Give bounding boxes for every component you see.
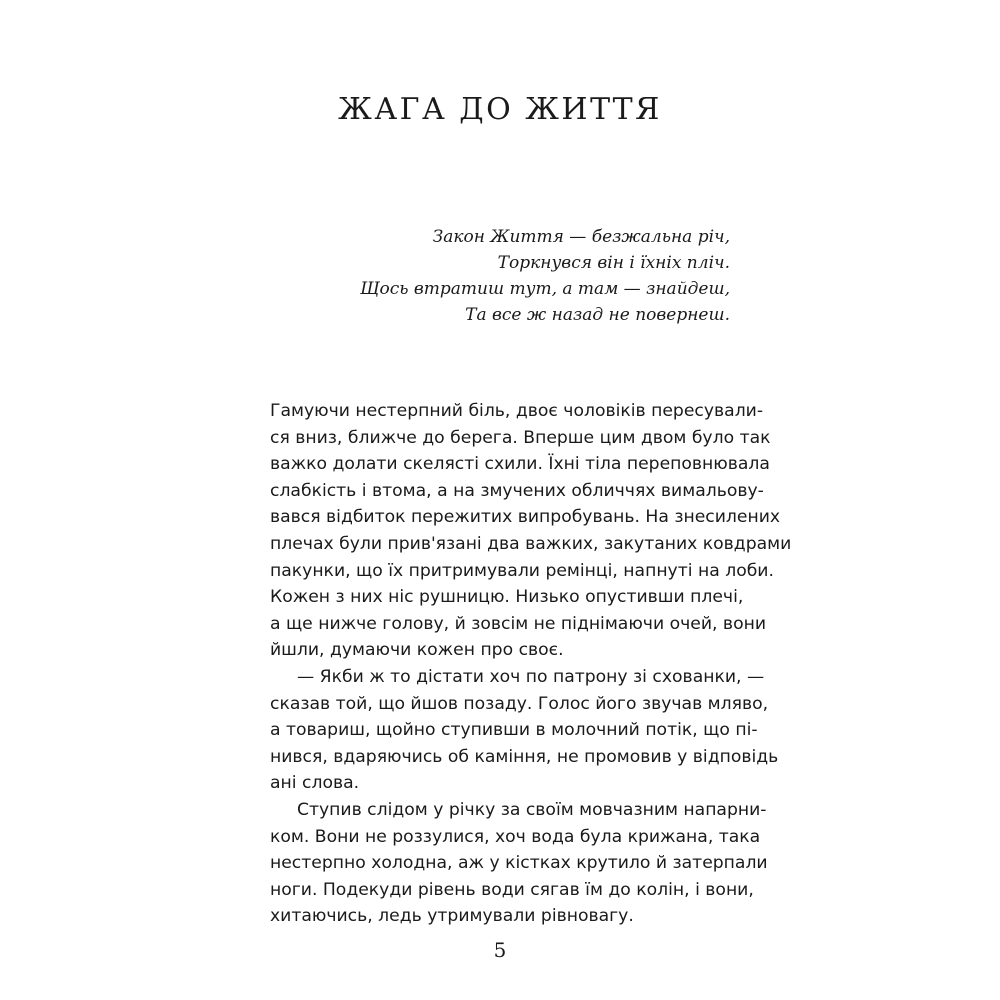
- text-line: нився, вдаряючись об каміння, не промовив у відповідь: [270, 746, 779, 767]
- text-line: Ступив слідом у річку за своїм мовчазним напарни-: [297, 799, 767, 820]
- epigraph: [270, 224, 730, 328]
- text-line: — Якби ж то дістати хоч по патрону зі схованки, —: [297, 666, 765, 687]
- text-line: ані слова.: [270, 773, 360, 794]
- text-line: Гамуючи нестерпний біль, двоє чоловіків пересували-: [270, 401, 764, 421]
- text-line: ком. Вони не роззулися, хоч вода була крижана, така: [270, 826, 761, 847]
- text-line: нестерпно холодна, аж у кістках крутило й затерпали: [270, 853, 768, 874]
- epigraph-line: Торкнувся він і їхніх пліч.: [497, 253, 730, 273]
- text-line: сказав той, що йшов позаду. Голос його звучав мляво,: [270, 693, 769, 714]
- text-line: ноги. Подекуди рівень води сягав їм до колін, і вони,: [270, 879, 754, 900]
- epigraph-line: Закон Життя — безжальна річ,: [432, 227, 730, 247]
- epigraph-line: Щось втратиш тут, а там — знайдеш,: [360, 279, 730, 299]
- chapter-body-text: [270, 398, 792, 930]
- text-line: а товариш, щойно ступивши в молочний потік, що пі-: [270, 720, 758, 741]
- text-line: пакунки, що їх притримували ремінці, напнуті на лоби.: [270, 560, 774, 581]
- chapter-title: ЖАГА ДО ЖИТТЯ: [338, 92, 662, 127]
- text-line: плечах були прив'язані два важких, закутаних ковдрами: [270, 533, 792, 554]
- epigraph-line: Та все ж назад не повернеш.: [465, 305, 730, 325]
- text-line: а ще нижче голову, й зовсім не піднімаючи очей, вони: [270, 613, 766, 634]
- page-number: 5: [493, 938, 507, 962]
- text-line: ся вниз, ближче до берега. Вперше цим двом було так: [270, 427, 771, 448]
- text-line: Кожен з них ніс рушницю. Низько опустивши плечі,: [270, 587, 744, 608]
- text-line: хитаючись, ледь утримували рівновагу.: [270, 906, 634, 927]
- text-line: йшли, думаючи кожен про своє.: [270, 640, 564, 661]
- text-line: вався відбиток пережитих випробувань. На знесилених: [270, 507, 781, 528]
- text-line: слабкість і втома, а на змучених обличчях вимальову-: [270, 480, 764, 501]
- text-line: важко долати скелясті схили. Їхні тіла переповнювала: [270, 454, 770, 475]
